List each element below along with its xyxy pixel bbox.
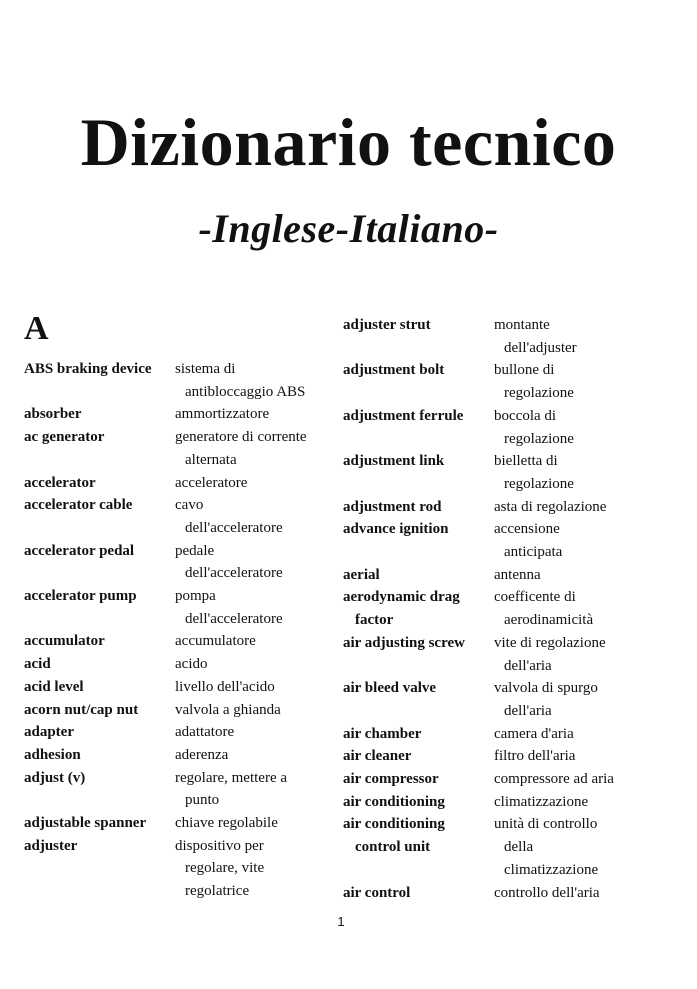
dictionary-entry: [343, 496, 693, 519]
entry-translation: [494, 314, 664, 359]
entry-term: [24, 767, 175, 812]
dictionary-entry: [343, 586, 693, 631]
translation-line: camera d'aria: [494, 725, 574, 742]
entry-translation: [175, 585, 345, 630]
dictionary-entry: [343, 768, 693, 791]
term-line: advance ignition: [343, 521, 449, 538]
page-number: 1: [337, 914, 345, 929]
entry-translation: [494, 768, 664, 791]
translation-line: boccola di: [494, 407, 557, 424]
translation-line: regolazione: [504, 475, 574, 492]
term-line: accumulator: [24, 633, 105, 650]
translation-line: acceleratore: [175, 474, 248, 491]
term-line: air bleed valve: [343, 680, 437, 697]
translation-line: antibloccaggio ABS: [185, 383, 306, 400]
entry-term: [24, 812, 175, 835]
entry-term: [24, 676, 175, 699]
entry-term: [343, 745, 494, 768]
entry-term: [343, 768, 494, 791]
entry-term: [343, 496, 494, 519]
translation-line: valvola a ghianda: [175, 701, 281, 718]
term-line: ABS braking device: [24, 361, 152, 377]
translation-line: compressore ad aria: [494, 771, 614, 788]
term-line: accelerator pedal: [24, 542, 135, 559]
entry-translation: [175, 767, 345, 812]
translation-line: aderenza: [175, 746, 229, 763]
dictionary-entry: [24, 494, 344, 539]
translation-line: antenna: [494, 566, 541, 583]
translation-line: della: [504, 839, 534, 856]
translation-line: punto: [185, 792, 220, 809]
dictionary-entry: [343, 813, 693, 881]
translation-line: pedale: [175, 542, 215, 559]
entry-term: [24, 744, 175, 767]
dictionary-entry: [24, 653, 344, 676]
entry-translation: [494, 586, 664, 631]
dictionary-entry: [24, 699, 344, 722]
term-line: adjustable spanner: [24, 815, 147, 832]
entry-term: [24, 403, 175, 426]
term-line: air conditioning: [343, 816, 445, 833]
entry-term: [343, 518, 494, 563]
entry-term: [24, 630, 175, 653]
translation-line: dispositivo per: [175, 837, 264, 854]
entry-translation: [494, 791, 664, 814]
translation-line: vite di regolazione: [494, 634, 606, 651]
entry-term: [343, 723, 494, 746]
dictionary-entry: [343, 632, 693, 677]
entry-term: [343, 791, 494, 814]
translation-line: generatore di corrente: [175, 429, 307, 446]
entry-term: [343, 405, 494, 450]
term-line: adjustment ferrule: [343, 407, 464, 424]
term-line: aerial: [343, 566, 380, 583]
translation-line: montante: [494, 317, 550, 333]
term-line: control unit: [355, 839, 431, 856]
entry-translation: [494, 813, 664, 881]
translation-line: sistema di: [175, 361, 236, 377]
dictionary-entry: [343, 882, 693, 905]
dictionary-entry: [24, 403, 344, 426]
entry-translation: [175, 699, 345, 722]
dictionary-entry: [343, 518, 693, 563]
entry-term: [343, 882, 494, 905]
dictionary-entry: [24, 721, 344, 744]
dictionary-entry: [343, 564, 693, 587]
translation-line: livello dell'acido: [175, 678, 275, 695]
term-line: adapter: [24, 724, 74, 741]
entry-translation: [494, 405, 664, 450]
term-line: air chamber: [343, 725, 422, 742]
dictionary-entry: [24, 676, 344, 699]
entry-term: [24, 699, 175, 722]
dictionary-entry: [343, 745, 693, 768]
translation-line: regolazione: [504, 430, 574, 447]
left-column: [24, 358, 344, 903]
entry-translation: [494, 882, 664, 905]
dictionary-entry: [343, 791, 693, 814]
term-line: acid: [24, 656, 51, 673]
translation-line: accensione: [494, 521, 560, 538]
entry-term: [343, 813, 494, 881]
translation-line: regolare, mettere a: [175, 769, 288, 786]
entry-translation: [175, 676, 345, 699]
term-line: accelerator cable: [24, 497, 133, 514]
term-line: adjuster strut: [343, 317, 431, 333]
dictionary-entry: [343, 314, 693, 359]
term-line: adjustment link: [343, 453, 445, 470]
translation-line: valvola di spurgo: [494, 680, 598, 697]
translation-line: bielletta di: [494, 453, 558, 470]
translation-line: controllo dell'aria: [494, 884, 600, 901]
translation-line: chiave regolabile: [175, 815, 278, 832]
term-line: factor: [355, 612, 394, 629]
entry-translation: [494, 723, 664, 746]
right-column: [343, 314, 693, 904]
entry-translation: [494, 745, 664, 768]
translation-line: anticipata: [504, 544, 563, 561]
translation-line: regolare, vite: [185, 860, 265, 877]
entry-translation: [494, 518, 664, 563]
entry-term: [24, 835, 175, 903]
term-line: air adjusting screw: [343, 634, 465, 651]
translation-line: acido: [175, 656, 208, 673]
section-letter: A: [24, 310, 49, 347]
dictionary-entry: [24, 426, 344, 471]
entry-translation: [494, 359, 664, 404]
translation-line: coefficente di: [494, 589, 576, 606]
entry-term: [24, 540, 175, 585]
entry-translation: [175, 721, 345, 744]
entry-term: [24, 472, 175, 495]
dictionary-entry: [343, 359, 693, 404]
translation-line: regolazione: [504, 385, 574, 402]
entry-translation: [175, 835, 345, 903]
dictionary-entry: [343, 723, 693, 746]
entry-translation: [175, 744, 345, 767]
dictionary-entry: [24, 767, 344, 812]
dictionary-entry: [24, 540, 344, 585]
translation-line: accumulatore: [175, 633, 256, 650]
entry-term: [343, 359, 494, 404]
translation-line: adattatore: [175, 724, 235, 741]
dictionary-entry: [24, 812, 344, 835]
entry-translation: [175, 403, 345, 426]
entry-translation: [175, 358, 345, 403]
entry-term: [24, 426, 175, 471]
page-subtitle: -Inglese-Italiano-: [198, 206, 499, 251]
term-line: absorber: [24, 406, 82, 423]
dictionary-entry: [24, 744, 344, 767]
translation-line: unità di controllo: [494, 816, 598, 833]
entry-term: [24, 494, 175, 539]
term-line: aerodynamic drag: [343, 589, 460, 606]
dictionary-entry: [343, 450, 693, 495]
entry-translation: [175, 812, 345, 835]
entry-translation: [494, 677, 664, 722]
dictionary-entry: [24, 585, 344, 630]
dictionary-entry: [343, 405, 693, 450]
translation-line: alternata: [185, 451, 237, 468]
entry-term: [343, 450, 494, 495]
dictionary-entry: [24, 358, 344, 403]
translation-line: pompa: [175, 588, 216, 605]
entry-term: [343, 632, 494, 677]
translation-line: climatizzazione: [504, 861, 599, 878]
translation-line: dell'acceleratore: [185, 565, 283, 582]
entry-term: [343, 586, 494, 631]
entry-translation: [175, 494, 345, 539]
dictionary-entry: [24, 472, 344, 495]
term-line: air conditioning: [343, 793, 445, 810]
term-line: air cleaner: [343, 748, 412, 765]
term-line: adhesion: [24, 746, 81, 763]
page-title: Dizionario tecnico: [80, 104, 617, 180]
entry-term: [343, 564, 494, 587]
entry-translation: [175, 630, 345, 653]
translation-line: climatizzazione: [494, 793, 589, 810]
entry-term: [24, 721, 175, 744]
entry-term: [24, 653, 175, 676]
translation-line: dell'aria: [504, 702, 552, 719]
entry-translation: [494, 632, 664, 677]
entry-translation: [175, 540, 345, 585]
translation-line: dell'aria: [504, 657, 552, 674]
translation-line: dell'acceleratore: [185, 519, 283, 536]
entry-translation: [175, 426, 345, 471]
term-line: adjustment bolt: [343, 362, 445, 379]
entry-term: [24, 585, 175, 630]
term-line: adjuster: [24, 837, 78, 854]
translation-line: bullone di: [494, 362, 555, 379]
entry-term: [343, 677, 494, 722]
term-line: adjust (v): [24, 769, 86, 786]
dictionary-entry: [343, 677, 693, 722]
entry-translation: [175, 653, 345, 676]
translation-line: regolatrice: [185, 883, 250, 900]
translation-line: dell'acceleratore: [185, 610, 283, 627]
translation-line: filtro dell'aria: [494, 748, 576, 765]
term-line: ac generator: [24, 429, 105, 446]
entry-translation: [494, 450, 664, 495]
term-line: accelerator: [24, 474, 96, 491]
translation-line: cavo: [175, 497, 204, 514]
dictionary-entry: [24, 630, 344, 653]
term-line: air control: [343, 884, 411, 901]
entry-translation: [494, 564, 664, 587]
entry-term: [24, 358, 175, 403]
translation-line: dell'adjuster: [504, 339, 577, 356]
entry-translation: [175, 472, 345, 495]
term-line: acorn nut/cap nut: [24, 701, 139, 718]
translation-line: asta di regolazione: [494, 498, 607, 515]
translation-line: ammortizzatore: [175, 406, 270, 423]
term-line: acid level: [24, 678, 84, 695]
term-line: adjustment rod: [343, 498, 442, 515]
translation-line: aerodinamicità: [504, 612, 594, 629]
dictionary-entry: [24, 835, 344, 903]
entry-translation: [494, 496, 664, 519]
term-line: air compressor: [343, 771, 439, 788]
entry-term: [343, 314, 494, 359]
term-line: accelerator pump: [24, 588, 137, 605]
